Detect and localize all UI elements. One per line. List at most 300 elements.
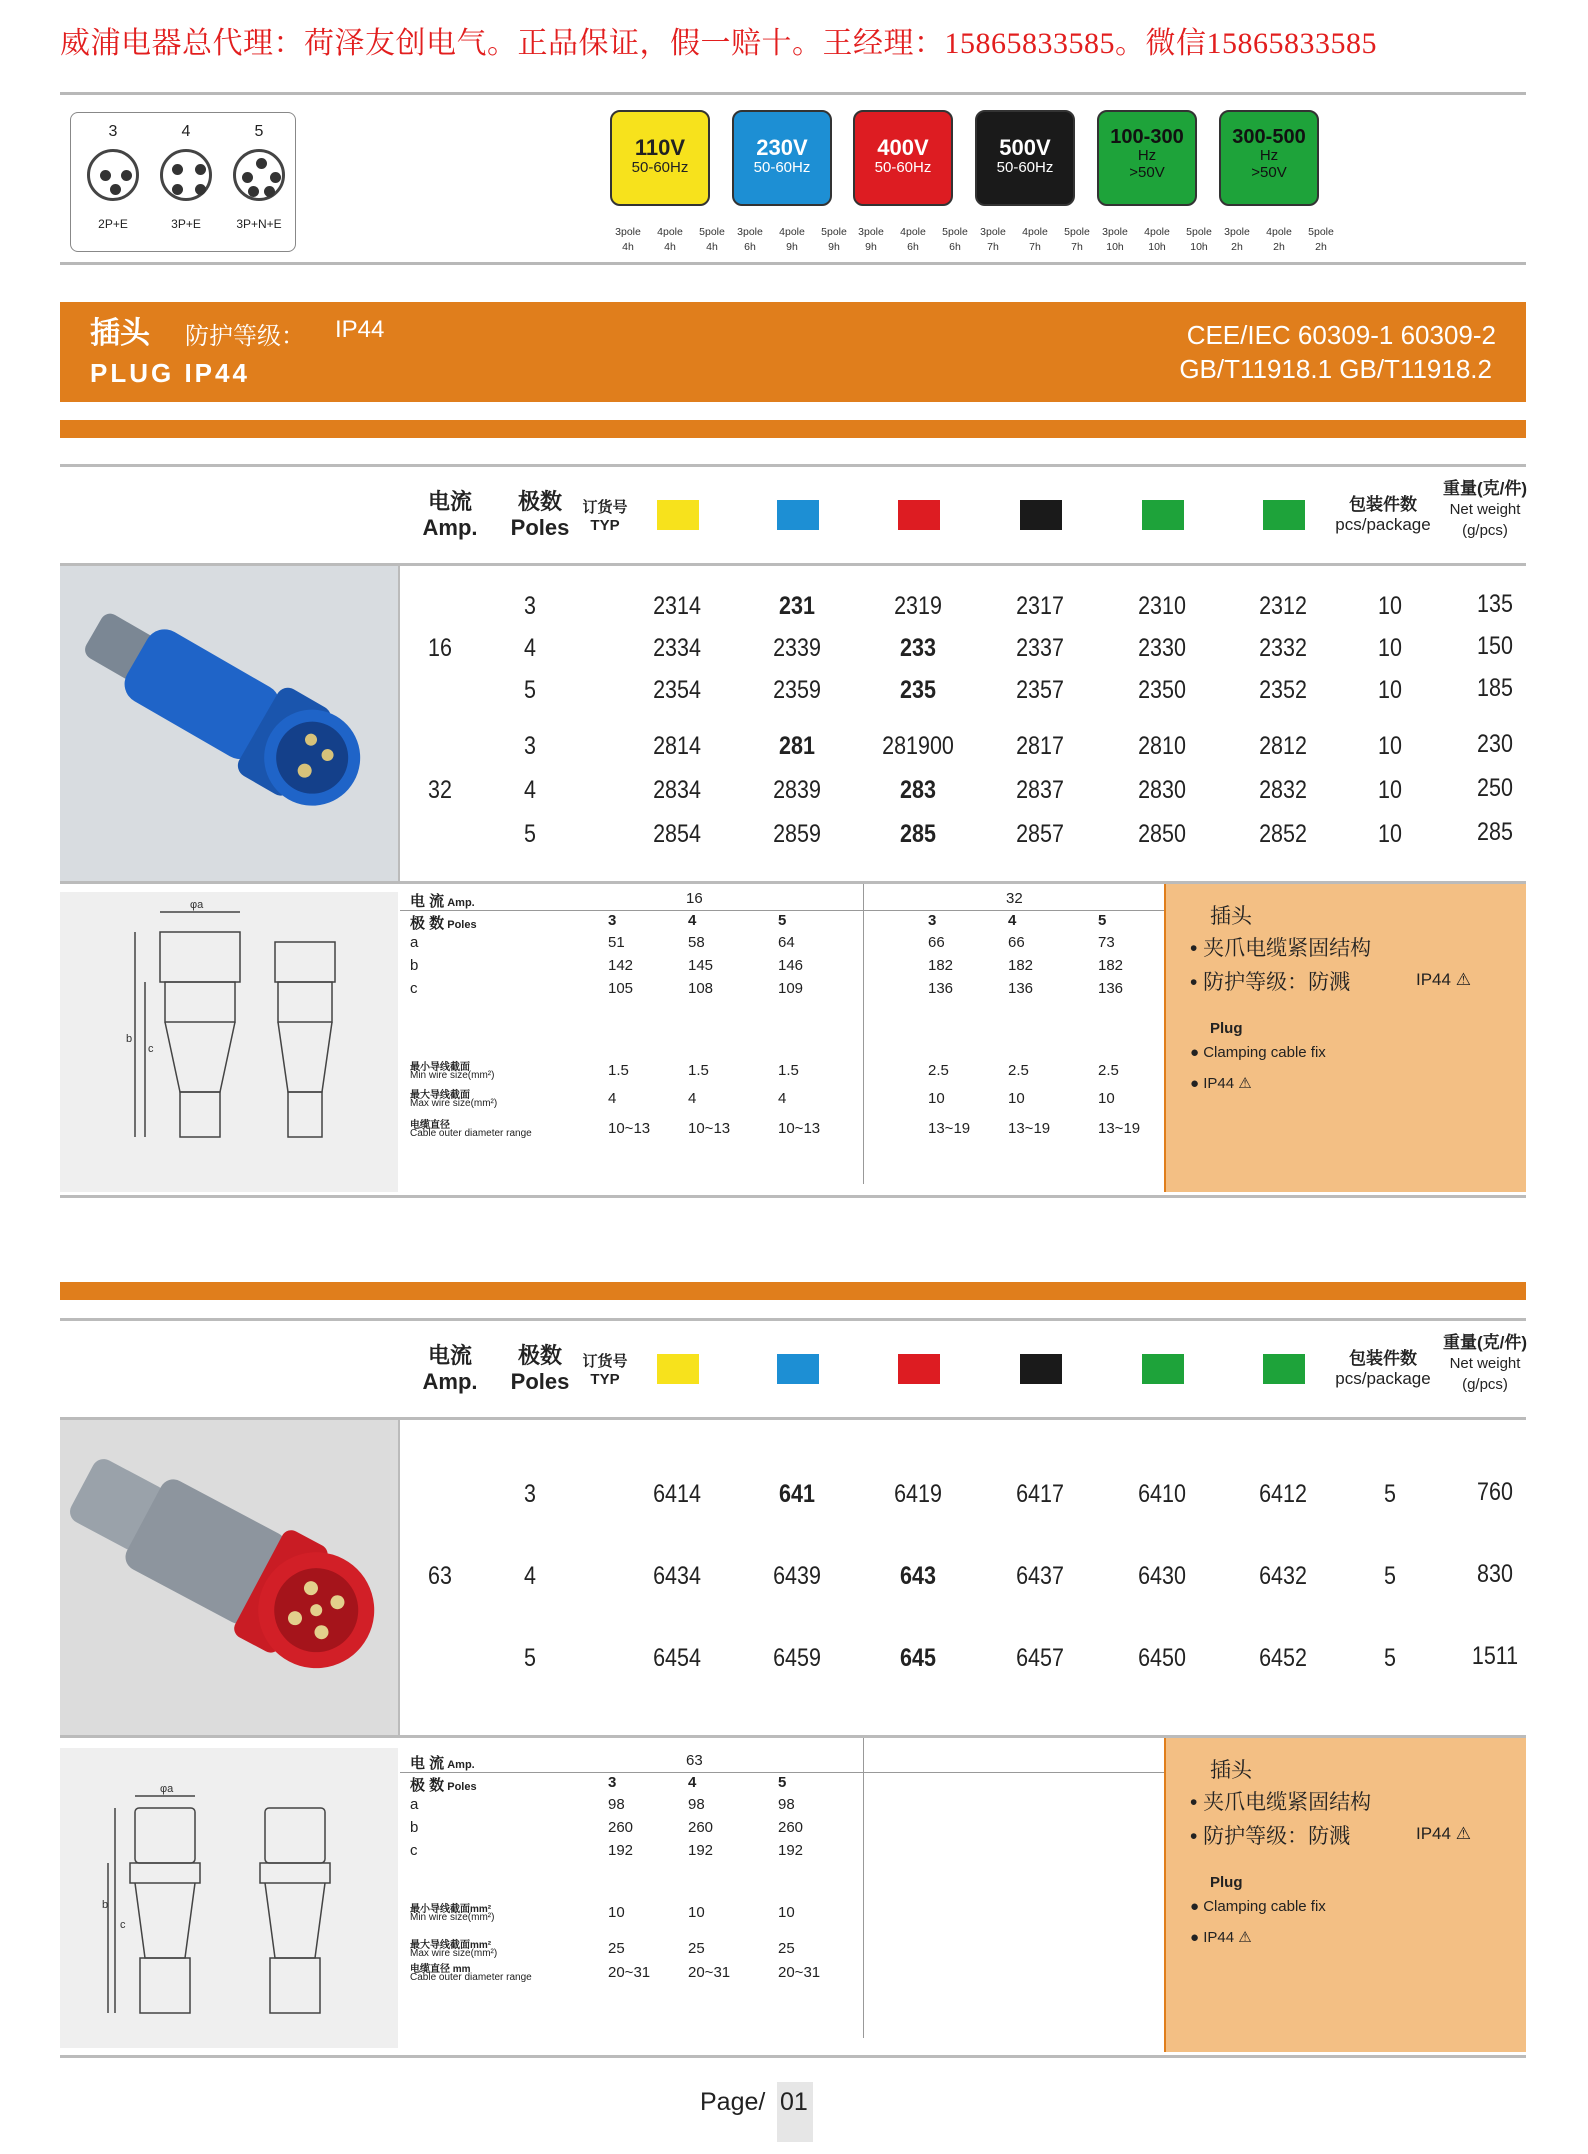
poles-value: 3 xyxy=(524,732,536,760)
frequency-value: 50-60Hz xyxy=(874,159,932,177)
spec-pole-value: 4 xyxy=(688,912,697,929)
pin-icon xyxy=(270,172,281,183)
feature-line-1: • 夹爪电缆紧固结构 xyxy=(1190,1791,1372,1814)
color-swatch-5 xyxy=(1263,500,1305,530)
hours: 10h xyxy=(1148,241,1166,253)
orange-divider-2 xyxy=(60,1282,1526,1300)
order-code: 2830 xyxy=(1138,776,1186,804)
order-code: 2332 xyxy=(1259,634,1307,662)
feature-ip: IP44 ⚠ xyxy=(1416,970,1471,989)
package-header xyxy=(1328,1349,1438,1390)
spec1-section xyxy=(60,884,1526,1198)
pole-type: 4pole xyxy=(900,226,926,238)
spec-dia-value: 20~31 xyxy=(778,1964,821,1981)
spec-pole-value: 5 xyxy=(1098,912,1107,929)
pole-hours-cell xyxy=(610,225,646,255)
pole-hours-1 xyxy=(732,225,852,255)
poles-value: 5 xyxy=(524,820,536,848)
order-code: 6417 xyxy=(1016,1480,1064,1508)
pin-icon xyxy=(195,164,206,175)
top-rule xyxy=(60,92,1526,95)
spec-a-value: 98 xyxy=(778,1796,795,1813)
header-banner-text: 威浦电器总代理：荷泽友创电气。正品保证，假一赔十。王经理：15865833585。微信15865833585 xyxy=(60,27,1377,60)
spec-amp-value: 63 xyxy=(686,1752,703,1769)
title-cn: 插头 xyxy=(90,317,150,350)
poles-en: Poles xyxy=(510,515,570,541)
table2-body xyxy=(60,1420,1526,1738)
min-wire-cn: 最小导线截面 xyxy=(410,1062,470,1073)
spec-pole-value: 3 xyxy=(608,1774,617,1791)
title-en: PLUG IP44 xyxy=(90,358,250,388)
page-number: 01 xyxy=(780,2088,808,2116)
pole-hours-cell xyxy=(1059,225,1095,255)
pin-icon xyxy=(100,170,111,181)
voltage-badge-3 xyxy=(975,110,1075,206)
spec-pole-value: 4 xyxy=(1008,912,1017,929)
weight-value: 830 xyxy=(1477,1560,1513,1588)
spec-dia-value: 10~13 xyxy=(778,1120,821,1137)
feature-en-title: Plug xyxy=(1210,1020,1243,1037)
drawing-label-c: c xyxy=(148,1043,154,1055)
title-band xyxy=(60,302,1526,402)
order-code: 2314 xyxy=(653,592,701,620)
color-swatch-0 xyxy=(657,1354,699,1384)
poles-value: 4 xyxy=(524,634,536,662)
pole-hours-2 xyxy=(853,225,973,255)
spec-b-value: 182 xyxy=(1008,957,1034,974)
amp-en: Amp. xyxy=(444,897,475,909)
order-code: 2350 xyxy=(1138,676,1186,704)
typ-cn: 订货号 xyxy=(582,1353,628,1370)
package-value: 10 xyxy=(1378,820,1402,848)
pole-type: 3pole xyxy=(737,226,763,238)
spec-max-value: 25 xyxy=(608,1940,625,1957)
poles-cn: 极 数 xyxy=(410,915,445,932)
order-code: 2310 xyxy=(1138,592,1186,620)
spec-pole-value: 4 xyxy=(688,1774,697,1791)
pole-type: 4pole xyxy=(657,226,683,238)
orange-divider xyxy=(60,420,1526,438)
pole-number: 4 xyxy=(181,123,191,140)
pin-icon xyxy=(242,172,253,183)
amp-value: 16 xyxy=(428,634,452,662)
spec-a-value: 51 xyxy=(608,934,625,951)
spec-dia-value: 20~31 xyxy=(608,1964,651,1981)
frequency-value: 50-60Hz xyxy=(996,159,1054,177)
socket-face-icon xyxy=(233,149,285,201)
package-value: 5 xyxy=(1384,1480,1396,1508)
order-code: 2312 xyxy=(1259,592,1307,620)
order-code: 2317 xyxy=(1016,592,1064,620)
pole-hours-4 xyxy=(1097,225,1217,255)
poles-value: 4 xyxy=(524,776,536,804)
pin-icon xyxy=(248,186,259,197)
pole-type: 4pole xyxy=(1266,226,1292,238)
voltage-value: 400V xyxy=(877,135,929,160)
pole-hours-cell xyxy=(1303,225,1339,255)
pole-hours-cell xyxy=(774,225,810,255)
pkg-cn: 包装件数 xyxy=(1349,1349,1417,1368)
spec-b-value: 182 xyxy=(928,957,954,974)
package-value: 10 xyxy=(1378,732,1402,760)
spec-dia-value: 13~19 xyxy=(1008,1120,1051,1137)
order-code: 2810 xyxy=(1138,732,1186,760)
hours: 7h xyxy=(1071,241,1083,253)
order-code: 6457 xyxy=(1016,1644,1064,1672)
order-code: 2859 xyxy=(773,820,821,848)
frequency-value: 50-60Hz xyxy=(753,159,811,177)
drawing-label-phi: φa xyxy=(190,899,204,911)
spec-min-value: 1.5 xyxy=(778,1062,799,1079)
order-code: 6414 xyxy=(653,1480,701,1508)
pkg-cn: 包装件数 xyxy=(1349,495,1417,514)
spec-b-value: 182 xyxy=(1098,957,1124,974)
order-code: 6412 xyxy=(1259,1480,1307,1508)
pin-icon xyxy=(172,164,183,175)
pole-config-3 xyxy=(77,123,149,231)
frequency-value: 50-60Hz xyxy=(631,159,689,177)
pole-label: 2P+E xyxy=(98,217,128,231)
pin-icon xyxy=(264,186,275,197)
socket-face-icon xyxy=(87,149,139,201)
amp-cn: 电 流 xyxy=(410,1755,445,1772)
color-swatch-4 xyxy=(1142,1354,1184,1384)
weight-value: 760 xyxy=(1477,1478,1513,1506)
poles-value: 3 xyxy=(524,1480,536,1508)
pole-hours-cell xyxy=(1097,225,1133,255)
pole-type: 3pole xyxy=(858,226,884,238)
hours: 6h xyxy=(744,241,756,253)
spec-min-value: 10 xyxy=(608,1904,625,1921)
poles-en: Poles xyxy=(444,919,477,931)
standards-line-2: GB/T11918.1 GB/T11918.2 xyxy=(1179,354,1492,384)
order-code: 2354 xyxy=(653,676,701,704)
max-wire-cn: 最大导线截面mm² xyxy=(410,1940,492,1951)
typ-en: TYP xyxy=(590,517,620,534)
order-code: 6454 xyxy=(653,1644,701,1672)
feature-line-1: • 夹爪电缆紧固结构 xyxy=(1190,937,1372,960)
hours: 6h xyxy=(907,241,919,253)
typ-cn: 订货号 xyxy=(582,499,628,516)
feature-en-line-2: ● IP44 ⚠ xyxy=(1190,1929,1252,1946)
voltage-value: 110V xyxy=(634,135,686,160)
spec-a-value: 66 xyxy=(928,934,945,951)
order-code: 2832 xyxy=(1259,776,1307,804)
order-code: 6439 xyxy=(773,1562,821,1590)
feature-en-line-1: ● Clamping cable fix xyxy=(1190,1044,1326,1061)
order-code: 2817 xyxy=(1016,732,1064,760)
top-rule-2 xyxy=(60,262,1526,265)
spec-c-value: 192 xyxy=(778,1842,804,1859)
package-header xyxy=(1328,495,1438,536)
wt-en2: (g/pcs) xyxy=(1462,521,1508,539)
poles-cn: 极数 xyxy=(517,489,562,514)
feature-en-line-2: ● IP44 ⚠ xyxy=(1190,1075,1252,1092)
spec-pole-value: 5 xyxy=(778,1774,787,1791)
spec-amp-value: 32 xyxy=(1006,890,1023,907)
package-value: 10 xyxy=(1378,592,1402,620)
standards-line-1: CEE/IEC 60309-1 60309-2 xyxy=(1186,320,1496,350)
plug-63-photo xyxy=(60,1420,398,1735)
order-code: 2814 xyxy=(653,732,701,760)
pole-hours-cell xyxy=(1017,225,1053,255)
pole-hours-cell xyxy=(853,225,889,255)
spec-a-value: 66 xyxy=(1008,934,1025,951)
pin-icon xyxy=(195,184,206,195)
spec-a-value: 73 xyxy=(1098,934,1115,951)
spec-pole-value: 5 xyxy=(778,912,787,929)
pole-hours-0 xyxy=(610,225,730,255)
feature-ip: IP44 ⚠ xyxy=(1416,1824,1471,1843)
voltage-badge-2 xyxy=(853,110,953,206)
color-swatch-3 xyxy=(1020,1354,1062,1384)
table2-header xyxy=(60,1318,1526,1420)
order-code: 283 xyxy=(900,776,936,804)
pole-hours-cell xyxy=(975,225,1011,255)
spec-c-value: 136 xyxy=(928,980,954,997)
pole-hours-cell xyxy=(694,225,730,255)
drawing-label-b-2: b xyxy=(102,1899,109,1911)
pin-icon xyxy=(110,184,121,195)
amp-cn: 电流 xyxy=(427,1343,472,1368)
weight-value: 285 xyxy=(1477,818,1513,846)
voltage-value: 300-500 xyxy=(1232,126,1306,148)
spec-b-value: 260 xyxy=(778,1819,804,1836)
drawing-label-b: b xyxy=(126,1033,133,1045)
spec-row-b: b xyxy=(410,1819,419,1836)
spec-b-value: 146 xyxy=(778,957,804,974)
order-code: 2850 xyxy=(1138,820,1186,848)
page-label: Page/ xyxy=(700,2088,766,2116)
order-code: 2812 xyxy=(1259,732,1307,760)
typ-en: TYP xyxy=(590,1371,620,1388)
order-code: 285 xyxy=(900,820,936,848)
spec-b-value: 145 xyxy=(688,957,714,974)
pole-type: 4pole xyxy=(779,226,805,238)
amp-value: 32 xyxy=(428,776,452,804)
order-code: 645 xyxy=(900,1644,936,1672)
pole-number: 5 xyxy=(254,123,264,140)
pole-type: 3pole xyxy=(1102,226,1128,238)
max-wire-cn: 最大导线截面 xyxy=(410,1090,470,1101)
order-code: 2337 xyxy=(1016,634,1064,662)
order-code: 2334 xyxy=(653,634,701,662)
amp-header xyxy=(405,489,495,542)
spec-max-value: 10 xyxy=(928,1090,945,1107)
hours: 7h xyxy=(987,241,999,253)
spec-dia-value: 13~19 xyxy=(1098,1120,1141,1137)
weight-header xyxy=(1430,1333,1540,1394)
frequency-value: Hz xyxy=(1259,147,1279,164)
frequency-value: Hz xyxy=(1137,147,1157,164)
pole-type: 5pole xyxy=(1186,226,1212,238)
cable-dia-en: Cable outer diameter range xyxy=(410,1128,532,1139)
spec-c-value: 136 xyxy=(1098,980,1124,997)
spec-amp-label xyxy=(410,890,475,911)
color-swatch-0 xyxy=(657,500,699,530)
hours: 2h xyxy=(1273,241,1285,253)
pole-label: 3P+N+E xyxy=(236,217,282,231)
row-divider xyxy=(398,566,400,882)
amp-en: Amp. xyxy=(422,1369,478,1395)
poles-en: Poles xyxy=(444,1781,477,1793)
min-wire-en: Min wire size(mm²) xyxy=(410,1070,495,1081)
spec2-section xyxy=(60,1738,1526,2058)
row-divider xyxy=(398,1420,400,1736)
pole-label: 3P+E xyxy=(171,217,201,231)
spec-c-value: 192 xyxy=(688,1842,714,1859)
pole-configuration-box xyxy=(70,112,296,252)
pin-icon xyxy=(121,170,132,181)
pole-type: 4pole xyxy=(1144,226,1170,238)
min-wire-en: Min wire size(mm²) xyxy=(410,1912,495,1923)
typ-header xyxy=(565,499,645,535)
order-code: 2330 xyxy=(1138,634,1186,662)
package-value: 10 xyxy=(1378,676,1402,704)
spec-row-b: b xyxy=(410,957,419,974)
color-swatch-5 xyxy=(1263,1354,1305,1384)
typ-header xyxy=(565,1353,645,1389)
spec-min-value: 10 xyxy=(778,1904,795,1921)
color-swatch-2 xyxy=(898,500,940,530)
cable-dia-en: Cable outer diameter range xyxy=(410,1972,532,1983)
max-wire-en: Max wire size(mm²) xyxy=(410,1098,498,1109)
color-swatch-3 xyxy=(1020,500,1062,530)
spec-vdivider xyxy=(863,884,864,1184)
voltage-min: >50V xyxy=(1129,163,1165,181)
order-code: 281 xyxy=(779,732,815,760)
order-code: 2339 xyxy=(773,634,821,662)
plug-16-32-photo xyxy=(60,566,398,881)
wt-cn: 重量(克/件) xyxy=(1442,479,1528,498)
pole-hours-cell xyxy=(1181,225,1217,255)
package-value: 5 xyxy=(1384,1644,1396,1672)
spec-divider xyxy=(400,910,1220,911)
order-code: 2839 xyxy=(773,776,821,804)
amp-en: Amp. xyxy=(422,515,478,541)
spec-dia-value: 10~13 xyxy=(608,1120,651,1137)
order-code: 2359 xyxy=(773,676,821,704)
order-code: 2357 xyxy=(1016,676,1064,704)
spec-c-value: 109 xyxy=(778,980,804,997)
poles-value: 4 xyxy=(524,1562,536,1590)
color-swatch-1 xyxy=(777,500,819,530)
feature-title: 插头 xyxy=(1210,905,1252,928)
hours: 2h xyxy=(1231,241,1243,253)
pole-hours-cell xyxy=(652,225,688,255)
pole-hours-cell xyxy=(1261,225,1297,255)
order-code: 6459 xyxy=(773,1644,821,1672)
wt-cn: 重量(克/件) xyxy=(1442,1333,1528,1352)
order-code: 233 xyxy=(900,634,936,662)
hours: 6h xyxy=(949,241,961,253)
poles-value: 5 xyxy=(524,1644,536,1672)
hours: 4h xyxy=(706,241,718,253)
amp-cn: 电流 xyxy=(427,489,472,514)
wt-en2: (g/pcs) xyxy=(1462,1375,1508,1393)
pin-icon xyxy=(172,184,183,195)
hours: 4h xyxy=(664,241,676,253)
weight-value: 1511 xyxy=(1471,1642,1519,1670)
pole-hours-cell xyxy=(937,225,973,255)
order-code: 2854 xyxy=(653,820,701,848)
spec-row-c: c xyxy=(410,1842,418,1859)
spec-row-a: a xyxy=(410,934,419,951)
spec-vdivider xyxy=(863,1738,864,2038)
pole-number: 3 xyxy=(108,123,118,140)
pole-hours-5 xyxy=(1219,225,1339,255)
pole-type: 5pole xyxy=(942,226,968,238)
hours: 7h xyxy=(1029,241,1041,253)
order-code: 6437 xyxy=(1016,1562,1064,1590)
wt-en: Net weight xyxy=(1449,501,1521,519)
min-wire-cn: 最小导线截面mm² xyxy=(410,1904,492,1915)
color-swatch-4 xyxy=(1142,500,1184,530)
order-code: 2852 xyxy=(1259,820,1307,848)
plug-63-dimension-drawing xyxy=(60,1748,398,2048)
spec-min-value: 2.5 xyxy=(928,1062,949,1079)
pole-type: 3pole xyxy=(1224,226,1250,238)
weight-header xyxy=(1430,479,1540,540)
cable-dia-cn: 电缆直径 xyxy=(410,1120,450,1131)
spec-min-value: 2.5 xyxy=(1098,1062,1119,1079)
pole-type: 3pole xyxy=(980,226,1006,238)
feature-en-line-1: ● Clamping cable fix xyxy=(1190,1898,1326,1915)
spec-c-value: 192 xyxy=(608,1842,634,1859)
order-code: 6450 xyxy=(1138,1644,1186,1672)
hours: 10h xyxy=(1190,241,1208,253)
package-value: 5 xyxy=(1384,1562,1396,1590)
spec-pole-value: 3 xyxy=(928,912,937,929)
feature-panel xyxy=(1164,1738,1526,2052)
spec-row-a: a xyxy=(410,1796,419,1813)
spec-a-value: 64 xyxy=(778,934,795,951)
pin-icon xyxy=(256,158,267,169)
pole-hours-cell xyxy=(895,225,931,255)
pole-hours-cell xyxy=(732,225,768,255)
poles-cn: 极 数 xyxy=(410,1777,445,1794)
pole-config-4 xyxy=(150,123,222,231)
weight-value: 150 xyxy=(1477,632,1513,660)
pole-type: 4pole xyxy=(1022,226,1048,238)
spec-min-value: 2.5 xyxy=(1008,1062,1029,1079)
hours: 9h xyxy=(865,241,877,253)
order-code: 231 xyxy=(779,592,815,620)
pole-type: 5pole xyxy=(1064,226,1090,238)
spec-pole-value: 3 xyxy=(608,912,617,929)
order-code: 6432 xyxy=(1259,1562,1307,1590)
voltage-badge-4 xyxy=(1097,110,1197,206)
voltage-value: 500V xyxy=(999,135,1051,160)
spec-max-value: 25 xyxy=(778,1940,795,1957)
voltage-badge-0 xyxy=(610,110,710,206)
order-code: 6419 xyxy=(894,1480,942,1508)
spec-max-value: 4 xyxy=(778,1090,787,1107)
spec-b-value: 142 xyxy=(608,957,634,974)
socket-face-icon xyxy=(160,149,212,201)
drawing-label-c-2: c xyxy=(120,1919,126,1931)
color-swatch-1 xyxy=(777,1354,819,1384)
spec-amp-label xyxy=(410,1752,475,1773)
wt-en: Net weight xyxy=(1449,1355,1521,1373)
package-value: 10 xyxy=(1378,776,1402,804)
table1-header xyxy=(60,464,1526,566)
hours: 4h xyxy=(622,241,634,253)
pole-type: 5pole xyxy=(1308,226,1334,238)
order-code: 2837 xyxy=(1016,776,1064,804)
order-code: 643 xyxy=(900,1562,936,1590)
table1-body xyxy=(60,566,1526,884)
